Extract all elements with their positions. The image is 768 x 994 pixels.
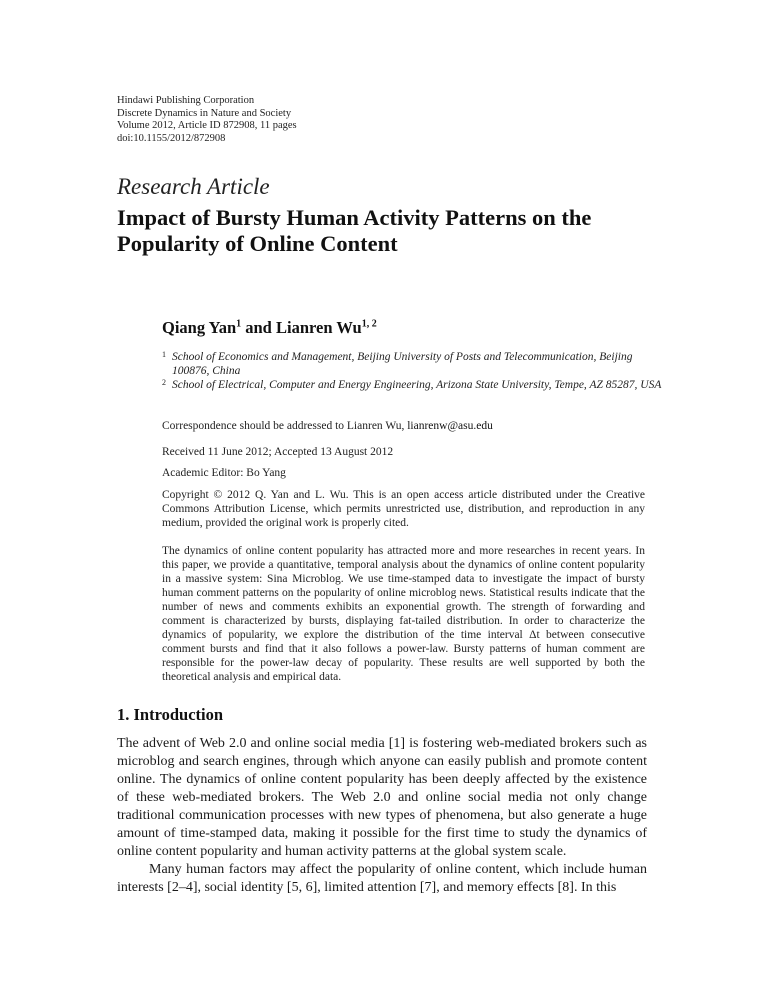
- author-name: Qiang Yan: [162, 318, 237, 337]
- correspondence: [162, 420, 645, 432]
- section-heading: 1. Introduction: [117, 705, 224, 724]
- copyright-notice: Copyright © 2012 Q. Yan and L. Wu. This is an open access article distributed under the Creative Commons Attribution License, which permits unrestricted use, distribution, and reproduction in any medium, provided the original work is properly cited.: [162, 489, 645, 529]
- author-list: [162, 318, 377, 338]
- received-accepted-dates: Received 11 June 2012; Accepted 13 August 2012: [162, 446, 394, 458]
- volume-info: Volume 2012, Article ID 872908, 11 pages: [117, 120, 297, 131]
- body-paragraph: Many human factors may affect the popularity of online content, which include human interests [2–4], social identity [5, 6], limited attention [7], and memory effects [8]. In this: [117, 862, 647, 895]
- author-name: Lianren Wu: [275, 318, 362, 337]
- affiliation: [162, 350, 672, 378]
- affiliation-text: School of Electrical, Computer and Energy Engineering, Arizona State University, Tempe, AZ 85287, USA: [172, 379, 662, 391]
- author-conjunction: and: [241, 318, 276, 337]
- article-type: Research Article: [117, 174, 270, 199]
- affiliation-number: 2: [162, 378, 166, 387]
- affiliations: [162, 350, 672, 392]
- publisher-name: Hindawi Publishing Corporation: [117, 95, 255, 106]
- journal-name: Discrete Dynamics in Nature and Society: [117, 107, 292, 119]
- author-affil-mark: 1: [236, 318, 242, 330]
- article-title: Impact of Bursty Human Activity Patterns on the Popularity of Online Content: [117, 205, 592, 256]
- body-paragraph: The advent of Web 2.0 and online social media [1] is fostering web-mediated brokers such as microblog and search engines, through which anyone can easily publish and promote content online. The dynamics of online content popularity has been deeply affected by the existence of these web-mediated brokers. The Web 2.0 and online social media not only change traditional communication processes with new types of phenomena, but also generate a huge amount of time-stamped data, making it possible for the first time to study the dynamics of online content popularity and human activity patterns at the global system scale.: [117, 736, 647, 859]
- section-body: [117, 735, 647, 897]
- affiliation-text: School of Economics and Management, Beijing University of Posts and Telecommunication, Beijing 100876, China: [172, 351, 633, 377]
- correspondence-text: Correspondence should be addressed to Lianren Wu,: [162, 420, 408, 432]
- author-affil-mark: 1, 2: [361, 318, 377, 330]
- affiliation-number: 1: [162, 350, 166, 359]
- abstract: The dynamics of online content popularity has attracted more and more researches in recent years. In this paper, we provide a quantitative, temporal analysis about the dynamics of online content popularity in a massive system: Sina Microblog. We use time-stamped data to investigate the impact of bursty human comment patterns on the popularity of online microblog news. Statistical results indicate that the number of news and comments exhibits an exponential growth. The strength of forwarding and comment is characterized by bursts, displaying fat-tailed distribution. In order to characterize the dynamics of popularity, we explore the distribution of the time interval Δt between consecutive comment bursts and find that it also follows a power-law. Bursty patterns of human comment are responsible for the power-law decay of popularity. These results are well supported by both the theoretical analysis and empirical data.: [162, 545, 645, 683]
- publication-info: [117, 95, 297, 145]
- correspondence-email-link[interactable]: lianrenw@asu.edu: [407, 420, 493, 432]
- affiliation: [162, 378, 672, 392]
- academic-editor: Academic Editor: Bo Yang: [162, 467, 286, 479]
- doi: doi:10.1155/2012/872908: [117, 132, 226, 144]
